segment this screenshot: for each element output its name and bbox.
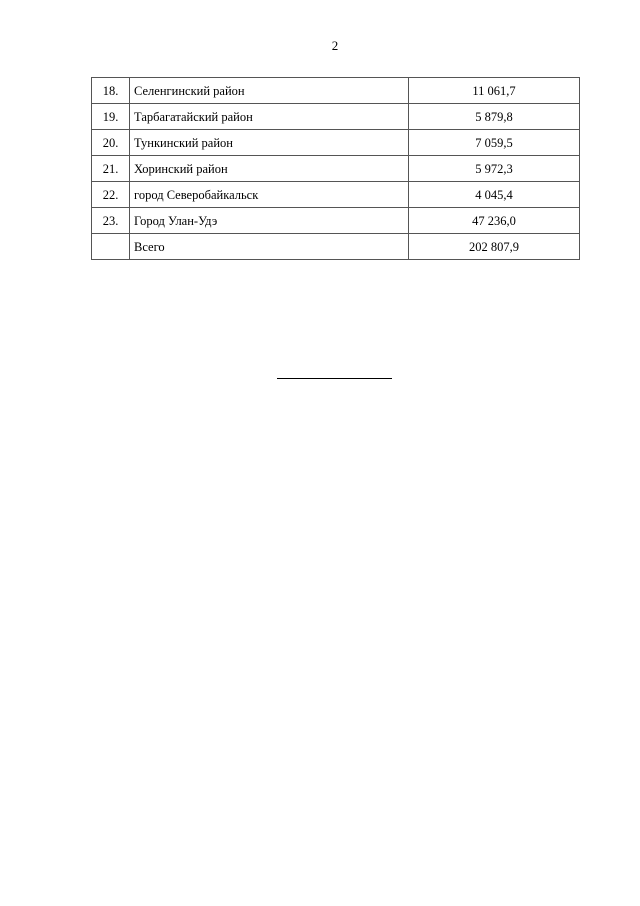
row-number: 22. [92,182,130,208]
amount-value: 5 879,8 [409,104,580,130]
amount-value: 47 236,0 [409,208,580,234]
row-number: 18. [92,78,130,104]
table-row [92,78,580,104]
table-row [92,130,580,156]
row-number: 19. [92,104,130,130]
table-row [92,182,580,208]
district-name: Город Улан-Удэ [130,208,409,234]
amount-value: 7 059,5 [409,130,580,156]
district-name: Тарбагатайский район [130,104,409,130]
total-label: Всего [130,234,409,260]
row-number: 23. [92,208,130,234]
amount-value: 4 045,4 [409,182,580,208]
row-number [92,234,130,260]
table-row [92,156,580,182]
amount-value: 11 061,7 [409,78,580,104]
table-row [92,208,580,234]
total-row [92,234,580,260]
end-of-document-rule [277,378,392,379]
district-name: Селенгинский район [130,78,409,104]
district-name: Хоринский район [130,156,409,182]
table-row [92,104,580,130]
district-name: город Северобайкальск [130,182,409,208]
page-number: 2 [331,38,339,53]
total-value: 202 807,9 [409,234,580,260]
amount-value: 5 972,3 [409,156,580,182]
row-number: 21. [92,156,130,182]
district-name: Тункинский район [130,130,409,156]
allocation-table [91,77,580,260]
row-number: 20. [92,130,130,156]
